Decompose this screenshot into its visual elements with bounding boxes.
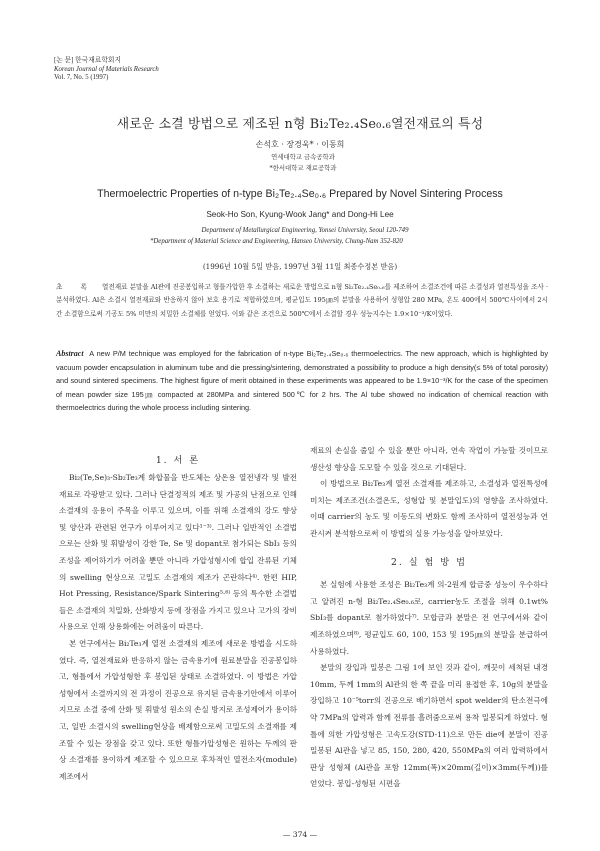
paper-title-english: Thermoelectric Properties of n-type Bi₂Te₂.₄Se₀.₆ Prepared by Novel Sintering Process: [97, 188, 503, 200]
paragraph: Bi₂(Te,Se)₃-Sb₂Te₃계 화합물을 반도체는 상온용 열전냉각 및 발전재료로 각광받고 있다. 그러나 단결정적의 제조 및 가공의 난점으로 인해 소결재의 응용이 주목을 이루고 있으며, 이를 위해 소결재의 강도 향상 및 양산과 관련된 연구가 이루어지고 있다¹⁻³⁾. 그러나 일반적인 소결법으로는 산화 및 휘발성이 강한 Te, Se 및 dopant로 첨가되는 SbI₃ 등의 조성을 제어하기가 어려울 뿐만 아니라 가압성형시에 합입 잔류된 기체의 swelling 현상으로 고밀도 소결재의 제조가 곤란하다⁴⁾. 한편 HIP, Hot Pressing, Resistance/Spark Sintering⁵·⁶⁾ 등의 특수한 소결법들은 소결재의 치밀화, 산화방지 등에 장점을 가지고 있으나 고가의 장비 사용으로 인해 상용화에는 어려움이 따른다.: [59, 473, 297, 632]
abstract-english-label: Abstract: [56, 349, 84, 358]
section-1-heading: 1. 서 론: [155, 455, 201, 466]
journal-header-line1: [논 문] 한국재료학회지: [54, 57, 122, 64]
affiliation-english-2: *Department of Material Science and Engineering, Hanseo University, Chung-Nam 352-820: [150, 238, 403, 245]
right-column: [310, 443, 548, 793]
received-dates: (1996년 10월 5일 받음, 1997년 3월 11일 최종수정본 받음): [202, 262, 398, 271]
affiliation-korean-1: 연세대학교 금속공학과: [271, 153, 335, 161]
section-1-heading-wrap: [59, 452, 297, 466]
abstract-english: [56, 347, 548, 415]
journal-header-line2: Korean Journal of Materials Research: [54, 65, 159, 73]
abstract-english-text: A new P/M technique was employed for the fabrication of n-type Bi₂Te₂.₄Se₀.₆ thermoelectrics. The new approach, which is highlighted by vacuum powder encapsulation in aluminum tube and die pressing/sintering, demonstrated a possibility to produce a high density(≤ 5% of total porosity) and sound sintered specimens. The highest figure of merit obtained in these experiments was appeared to be 1.9×10⁻³/K for the case of the specimen of mean powder size 195㎛ compacted at 280MPa and sintered 500℃ for 2 hrs. The Al tube showed no indication of chemical reaction with thermoelectrics during the whole process including sintering.: [56, 349, 548, 413]
abstract-korean-label: 초 록: [56, 283, 95, 291]
authors-english: Seok-Ho Son, Kyung-Wook Jang* and Dong-Hi Lee: [206, 210, 394, 219]
affiliation-english-1: Department of Metallurgical Engineering, Yonsei University, Seoul 120-749: [201, 227, 409, 234]
left-column: [59, 470, 297, 785]
abstract-korean: [56, 281, 548, 321]
affiliations-korean: [0, 152, 600, 173]
section-2-heading: 2. 실 험 방 법: [391, 556, 467, 568]
paper-title-korean: 새로운 소결 방법으로 제조된 n형 Bi₂Te₂.₄Se₀.₆열전재료의 특성: [116, 117, 484, 132]
affiliations-english: [150, 225, 460, 247]
abstract-korean-text: 열전재료 분말을 Al관에 진공봉입하고 형틀가압한 후 소결하는 새로운 방법으로 n형 Si₂Te₂.₄Se₀.₆를 제조하여 소결조건에 따른 소결성과 열전특성을 조사 · 분석하였다. Al은 소결시 열전재료와 반응하지 않아 보호 용기로 적합하였으며, 평균입도 195㎛의 분말을 사용하여 성형압 280 MPa, 온도 400에서 500℃사이에서 2시간 소결함으로써 기공도 5% 미만의 치밀한 소결체를 얻었다. 이와 같은 조건으로 500℃에서 소결할 경우 성능지수는 1.9×10⁻³/K이었다.: [56, 283, 548, 318]
paragraph: 이 방법으로 Bi₂Te₃계 열전 소결재를 제조하고, 소결성과 열전특성에 미치는 제조조건(소결온도, 성형압 및 분말입도)의 영향을 조사하였다. 이때 carrier의 농도 및 이동도의 변화도 함께 조사하여 열전성능과 연관시켜 분석함으로써 이 방법의 실용 가능성을 알아보았다.: [310, 479, 548, 538]
page-number: — 374 —: [282, 830, 318, 839]
paragraph: 본 연구에서는 Bi₂Te₃계 열전 소결재의 제조에 새로운 방법을 시도하였다. 즉, 열전재료와 반응하지 않는 금속용기에 원료분말을 진공봉입하고, 형틀에서 가압성형한 후 봉입된 상태로 소결하였다. 이 방법은 가압성형에서 소결까지의 전 과정이 진공으로 유지된 금속용기안에서 이루어지므로 소결 중에 산화 및 휘발성 원소의 손실 방지로 조성제어가 용이하고, 일반 소결시의 swelling현상을 배제함으로써 고밀도의 소결재를 제조할 수 있는 장점을 갖고 있다. 또한 형틀가압성형은 원하는 두께의 판상 소결재를 용이하게 제조할 수 있으므로 후차적인 열전소자(module) 제조에서: [59, 638, 297, 781]
paragraph: 본 실험에 사용한 조성은 Bi₂Te₃계 의-2원계 합금중 성능이 우수하다고 알려진 n-형 Bi₂Te₂.₄Se₀.₆로, carrier농도 조절을 위해 0.1wt% SbI₃를 dopant로 첨가하였다⁷⁾. 모합금과 분말은 전 연구에서와 같이 제조하였으며⁸⁾, 평균입도 60, 100, 153 및 195㎛의 분말을 분급하여 사용하였다.: [310, 580, 548, 656]
authors-korean: 손석호 · 장경욱* · 이동희: [255, 140, 345, 149]
paragraph: 분말의 장입과 밀봉은 그림 1에 보인 것과 같이, 깨끗이 세척된 내경 10mm, 두께 1mm의 Al관의 한 쪽 끝을 미리 용접한 후, 10g의 분말을 장입하고 10⁻⁵torr의 진공으로 배기하면서 spot welder의 탄소전극에 약 7MPa의 압력과 함께 전류를 흘려줌으로써 용착 밀봉되게 하였다. 형틀에 의한 가압성형은 고속도강(STD-11)으로 만든 die에 분말이 진공밀봉된 Al관을 넣고 85, 150, 280, 420, 550MPa의 여러 압력하에서 판상 성형체 (Al관을 포함 12mm(폭)×20mm(길이)×3mm(두께))를 얻었다. 봉입-성형된 시편을: [310, 663, 548, 789]
affiliation-korean-2: *한서대학교 재료공학과: [269, 163, 337, 172]
paragraph: 재료의 손실을 줄일 수 있을 뿐만 아니라, 연속 작업이 가능할 것이므로 생산성 향상을 도모할 수 있을 것으로 기대된다.: [310, 446, 548, 472]
journal-header: [54, 57, 159, 83]
journal-header-line3: Vol. 7, No. 5 (1997): [54, 74, 109, 82]
